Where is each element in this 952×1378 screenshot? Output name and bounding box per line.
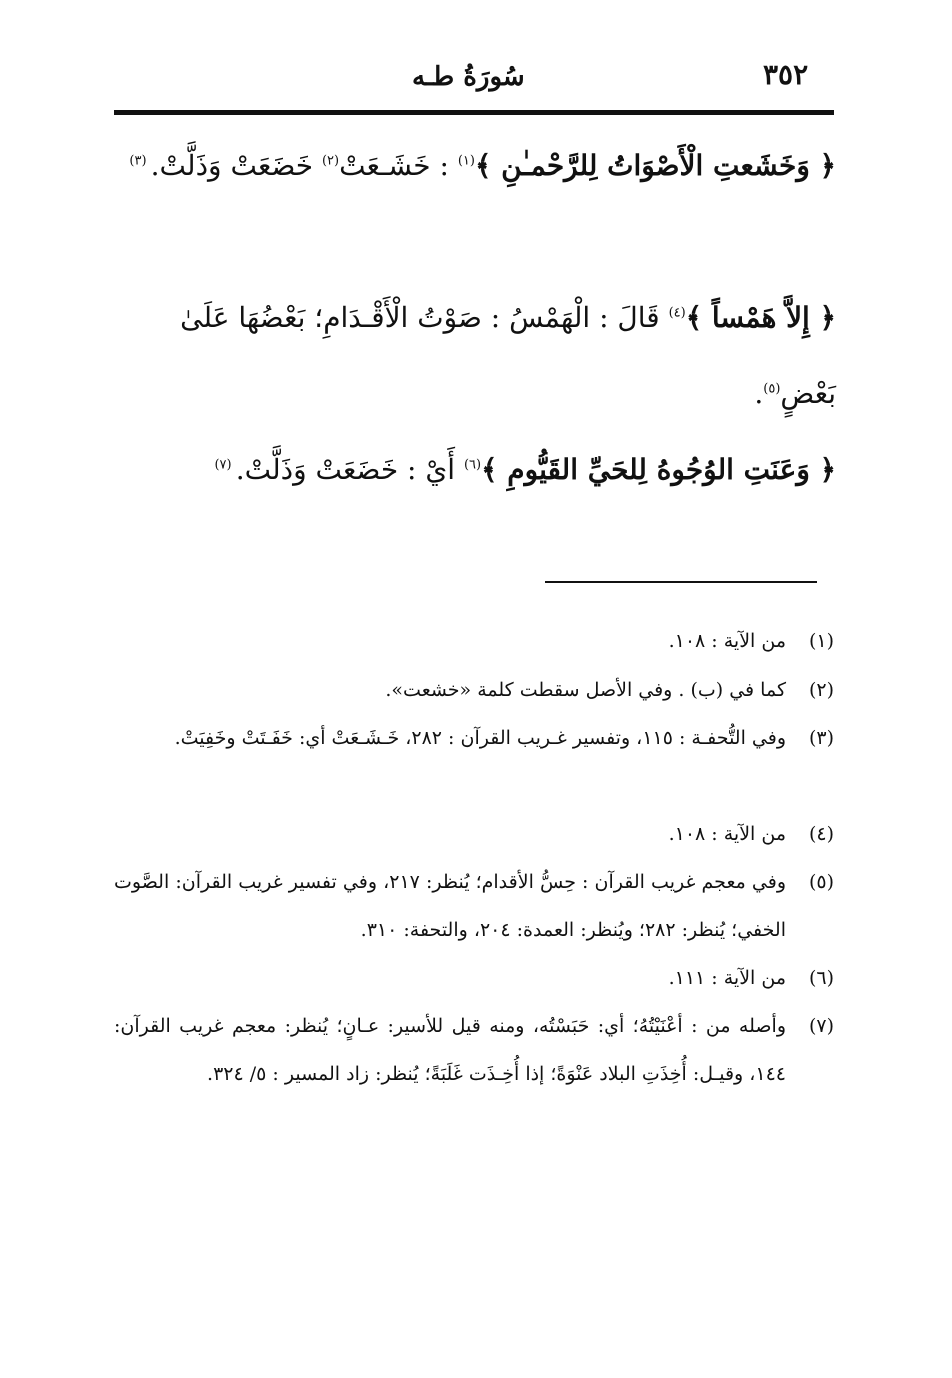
footnote-item <box>114 617 834 665</box>
header-rule <box>114 110 834 115</box>
commentary-text: . <box>754 377 764 410</box>
footnote-item <box>114 810 834 858</box>
page-number: ٣٥٢ <box>763 58 809 91</box>
commentary-text: خَضَعَتْ وَذَلَّتْ. <box>150 149 322 182</box>
footnote-number: (١) <box>808 630 834 652</box>
footnote-number: (٧) <box>808 1015 834 1037</box>
footnote-separator <box>545 581 817 583</box>
footnote-number: (٢) <box>808 679 834 701</box>
footnote-number: (٣) <box>808 727 834 749</box>
verse-paragraph-1 <box>114 128 836 204</box>
footnote-item <box>114 714 834 762</box>
verse-paragraph-2 <box>114 280 836 432</box>
commentary-text: : خَشَـعَتْ <box>339 149 458 182</box>
footnote-ref-5: (٥) <box>763 381 781 397</box>
footnote-number: (٥) <box>808 871 834 893</box>
footnote-text: من الآية : ١١١. <box>668 967 786 989</box>
footnote-text: كما في (ب) . وفي الأصل سقطت كلمة «خشعت». <box>385 679 786 701</box>
footnote-ref-4: (٤) <box>668 305 686 321</box>
footnote-ref-1: (١) <box>457 153 475 169</box>
footnote-text: وفي التُّحفـة : ١١٥، وتفسير غـريب القرآن : ٢٨٢، خَـشَـعَتْ أي: خَفَـتَتْ وخَفِيَتْ. <box>174 727 786 749</box>
footnote-item <box>114 1002 834 1098</box>
commentary-text: قَالَ : الْهَمْسُ : صَوْتُ الْأَقْـدَامِ؛ بَعْضُهَا عَلَىٰ بَعْضٍ <box>180 301 836 410</box>
commentary-text: أَيْ : خَضَعَتْ وَذَلَّتْ. <box>235 453 464 486</box>
footnote-ref-3: (٣) <box>129 153 151 169</box>
footnote-number: (٦) <box>808 967 834 989</box>
quran-quote-1: ﴿ وَخَشَعتِ الْأَصْوَاتُ لِلرَّحْمـٰنِ ﴾ <box>474 149 836 182</box>
footnote-item <box>114 954 834 1002</box>
footnote-item <box>114 858 834 954</box>
footnote-ref-7: (٧) <box>214 457 236 473</box>
quran-quote-3: ﴿ وَعَنَتِ الوُجُوهُ لِلحَيِّ القَيُّومِ ﴾ <box>481 453 836 486</box>
footnote-text: من الآية : ١٠٨. <box>668 823 786 845</box>
footnote-text: من الآية : ١٠٨. <box>668 630 786 652</box>
footnote-ref-6: (٦) <box>463 457 482 473</box>
footnote-number: (٤) <box>808 823 834 845</box>
footnote-text: وفي معجم غريب القرآن : حِسُّ الأقدام؛ يُنظر: ٢١٧، وفي تفسير غريب القرآن: الصَّوت الخفي؛ يُنظر: ٢٨٢؛ ويُنظر: العمدة: ٢٠٤، والتحفة: ٣١٠. <box>114 871 786 941</box>
footnote-ref-2: (٢) <box>321 153 340 169</box>
footnote-item <box>114 666 834 714</box>
footnote-text: وأصله من : أعْنَيْتُهُ؛ أي: حَبَسْتُه، ومنه قيل للأسير: عـانٍ؛ يُنظر: معجم غريب القرآن: ١٤٤، وقيـل: أُخِذَتِ البلاد عَنْوَةً؛ إذا أُخِـذَت غَلَبَةً؛ يُنظر: زاد المسير : ٥/ ٣٢٤. <box>114 1015 786 1085</box>
surah-title: سُورَةُ طـه <box>412 62 525 92</box>
verse-paragraph-3 <box>114 432 836 508</box>
quran-quote-2: ﴿ إِلاَّ هَمْساً ﴾ <box>685 301 836 334</box>
